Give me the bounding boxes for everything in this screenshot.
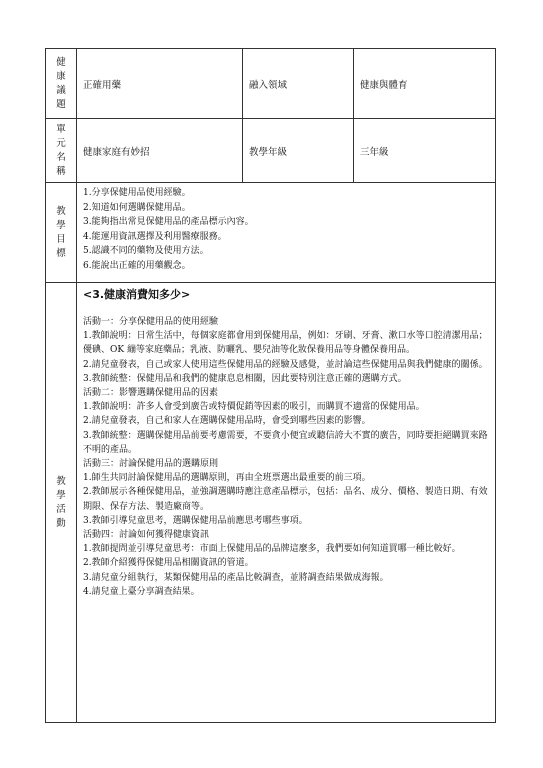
lesson-plan-table <box>45 48 496 723</box>
unit-label: 單 元 名 稱 <box>46 119 77 183</box>
activity-step: 3.請兒童分組執行，某類保健用品的產品比較調查，並將調查結果做成海報。 <box>83 572 389 583</box>
grade-label: 教學年級 <box>243 119 354 183</box>
goal-item: 5.認識不同的藥物及使用方法。 <box>83 246 209 256</box>
unit-value: 健康家庭有妙招 <box>77 119 243 183</box>
unit-row <box>46 119 496 183</box>
goal-item: 4.能運用資訊選擇及利用醫療服務。 <box>83 231 227 242</box>
topic-value: 正確用藥 <box>77 49 243 119</box>
activity-step: 2.教師展示各種保健用品，並強調選購時應注意產品標示，包括：品名、成分、價格、製造日期、有效期限、保存方法、製造廠商等。 <box>83 487 488 512</box>
field-label: 融入領域 <box>243 49 354 119</box>
activity-step: 1.教師提問並引導兒童思考：市面上保健用品的品牌這麼多，我們要如何知道買哪一種比較好。 <box>83 544 461 555</box>
field-value: 健康與體育 <box>354 49 496 119</box>
activity-title: 活動三：討論保健用品的選購原則 <box>83 459 219 470</box>
activity-step: 1.教師說明：日常生活中，每個家庭都會用到保健用品，例如：牙刷、牙膏、漱口水等口腔清潔用品；優碘、OK 繃等家庭藥品；乳液、防曬乳、嬰兒油等化妝保養用品等身體保養用品。 <box>83 331 488 356</box>
goals-list <box>77 183 496 283</box>
activity-title: 活動一：分享保健用品的使用經驗 <box>83 317 219 327</box>
activities-heading: <3.健康消費知多少> <box>83 288 191 301</box>
activity-step: 2.請兒童發表，自己和家人在選購保健用品時，會受到哪些因素的影響。 <box>83 416 371 427</box>
activity-title: 活動四：討論如何獲得健康資訊 <box>83 530 210 541</box>
goal-item: 1.分享保健用品使用經驗。 <box>83 188 191 198</box>
activity-step: 3.教師統整：選購保健用品前要考慮需要，不要貪小便宜或聽信誇大不實的廣告，同時要拒絕購買來路不明的產品。 <box>83 430 488 455</box>
topic-label: 健 康 議 題 <box>46 49 77 119</box>
grade-value: 三年級 <box>354 119 496 183</box>
activities-row <box>46 283 496 723</box>
activity-step: 1.師生共同討論保健用品的選購原則，再由全班票選出最重要的前三項。 <box>83 473 371 484</box>
activities-label: 教 學 活 動 <box>46 283 77 723</box>
activity-step: 3.教師統整：保健用品和我們的健康息息相關，因此要特別注意正確的選購方式。 <box>83 373 407 384</box>
activity-title: 活動二：影響選購保健用品的因素 <box>83 388 219 399</box>
goal-item: 6.能說出正確的用藥觀念。 <box>83 260 191 271</box>
activity-step: 2.請兒童發表，自己或家人使用這些保健用品的經驗及感覺，並討論這些保健用品與我們健康的關係。 <box>83 359 488 370</box>
activity-step: 2.教師介紹獲得保健用品相關資訊的管道。 <box>83 558 254 569</box>
goal-item: 3.能夠指出常見保健用品的產品標示內容。 <box>83 217 254 227</box>
activity-step: 1.教師說明：許多人會受到廣告或特價促銷等因素的吸引，而購買不適當的保健用品。 <box>83 402 425 413</box>
activities-content <box>77 283 496 723</box>
goal-item: 2.知道如何選購保健用品。 <box>83 202 191 213</box>
topic-row <box>46 49 496 119</box>
activity-step: 3.教師引導兒童思考，選購保健用品前應思考哪些事項。 <box>83 515 308 526</box>
goals-label: 教 學 目 標 <box>46 183 77 283</box>
goals-row <box>46 183 496 283</box>
activity-step: 4.請兒童上臺分享調查結果。 <box>83 586 200 597</box>
